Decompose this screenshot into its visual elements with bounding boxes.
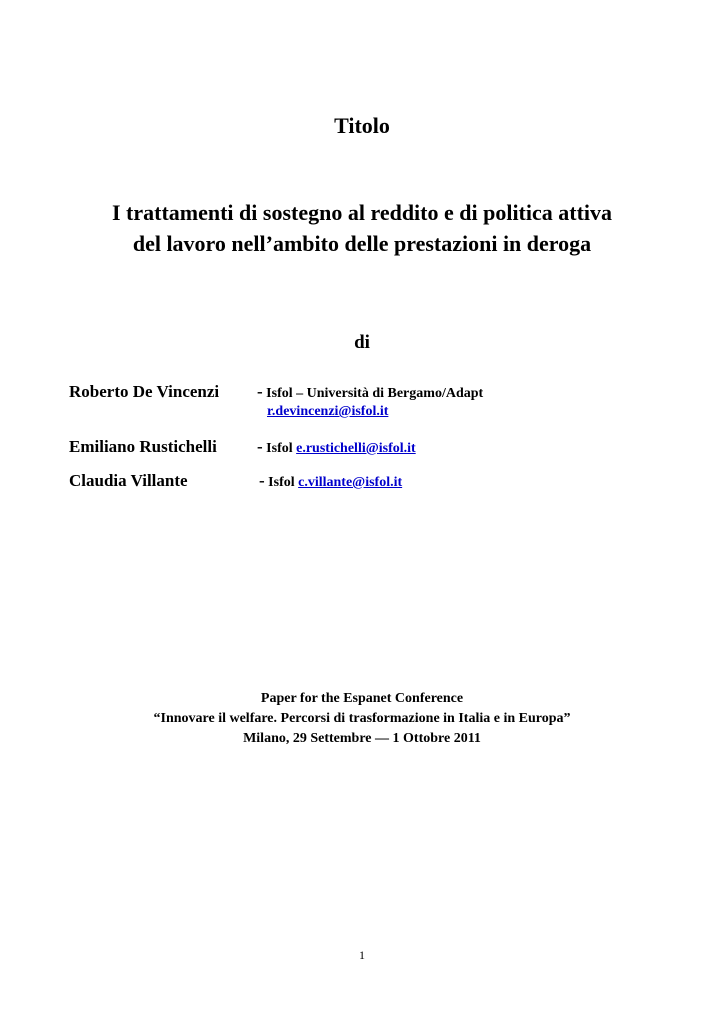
paper-title (0, 197, 724, 259)
author-dash: - (257, 437, 263, 456)
author-email-link[interactable]: e.rustichelli@isfol.it (296, 441, 416, 456)
author-affiliation (257, 436, 416, 460)
affiliation-text: Isfol (268, 475, 295, 490)
author-affiliation (259, 470, 402, 494)
author-dash: - (257, 382, 263, 401)
author-dash: - (259, 471, 265, 490)
author-name: Claudia Villante (69, 471, 188, 490)
conference-line-1: Paper for the Espanet Conference (260, 691, 464, 706)
di-label: di (354, 332, 370, 353)
paper-title-line-1: I trattamenti di sostegno al reddito e di politica attiva (111, 200, 613, 225)
email-line (267, 401, 388, 423)
paper-title-line-2: del lavoro nell’ambito delle prestazioni in deroga (132, 231, 592, 256)
author-name: Emiliano Rustichelli (69, 437, 217, 456)
author-email-link[interactable]: r.devincenzi@isfol.it (267, 404, 389, 419)
affiliation-text: Isfol (266, 441, 293, 456)
titolo-label: Titolo (334, 113, 390, 138)
conference-line-2: “Innovare il welfare. Percorsi di trasformazione in Italia e in Europa” (153, 711, 571, 726)
conference-info (0, 689, 724, 749)
author-email-link[interactable]: c.villante@isfol.it (298, 475, 403, 490)
page-number: 1 (359, 948, 365, 962)
affiliation-text: Isfol – Università di Bergamo/Adapt (266, 386, 484, 401)
conference-line-3: Milano, 29 Settembre — 1 Ottobre 2011 (243, 731, 481, 746)
author-name: Roberto De Vincenzi (69, 382, 220, 401)
